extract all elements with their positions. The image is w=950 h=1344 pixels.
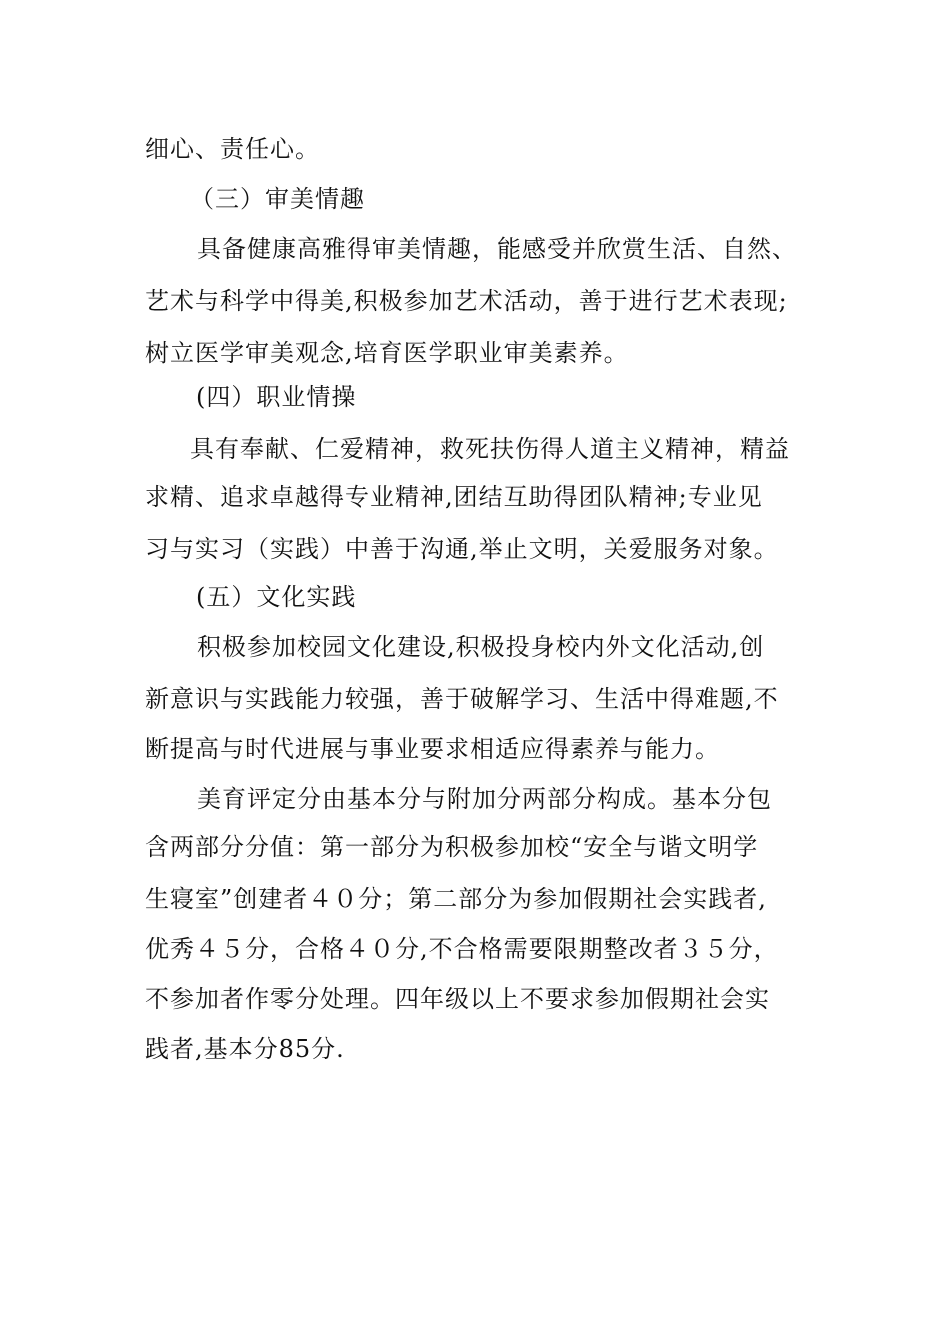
section-heading: (四）职业情操	[196, 383, 357, 411]
text-line: 不参加者作零分处理。四年级以上不要求参加假期社会实	[145, 985, 770, 1013]
text-line: 树立医学审美观念,培育医学职业审美素养。	[145, 339, 629, 367]
text-line: 践者,基本分85分.	[145, 1035, 345, 1063]
text-line: 含两部分分值：第一部分为积极参加校“安全与谐文明学	[145, 833, 759, 861]
text-line: 艺术与科学中得美,积极参加艺术活动，善于进行艺术表现;	[145, 287, 788, 315]
text-line: 美育评定分由基本分与附加分两部分构成。基本分包	[197, 785, 772, 813]
section-heading: （三）审美情趣	[190, 185, 365, 213]
text-line: 细心、责任心。	[145, 135, 320, 163]
text-line: 新意识与实践能力较强，善于破解学习、生活中得难题,不	[145, 685, 779, 713]
text-line: 生寝室”创建者４０分；第二部分为参加假期社会实践者,	[145, 885, 767, 913]
text-line: 积极参加校园文化建设,积极投身校内外文化活动,创	[197, 633, 765, 661]
text-line: 求精、追求卓越得专业精神,团结互助得团队精神;专业见	[145, 483, 763, 511]
text-line: 具备健康高雅得审美情趣，能感受并欣赏生活、自然、	[197, 235, 797, 263]
text-line: 断提高与时代进展与事业要求相适应得素养与能力。	[145, 735, 720, 763]
text-line: 习与实习（实践）中善于沟通,举止文明，关爱服务对象。	[145, 535, 779, 563]
text-line: 具有奉献、仁爱精神，救死扶伤得人道主义精神，精益	[190, 435, 790, 463]
section-heading: (五）文化实践	[196, 583, 357, 611]
text-line: 优秀４５分，合格４０分,不合格需要限期整改者３５分，	[145, 935, 779, 963]
